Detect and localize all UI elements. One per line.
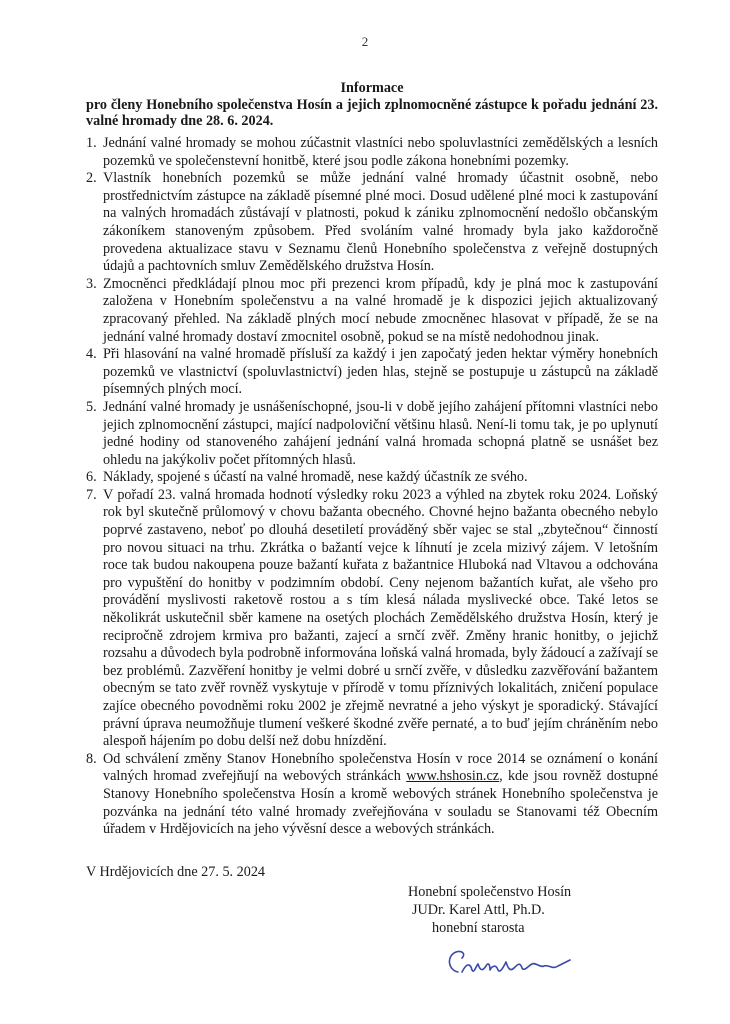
heading-subtitle: pro členy Honebního společenstva Hosín a jejich zplnomocněné zástupce k pořadu jednání 23. valné hromady dne 28. 6. 2024. <box>86 96 658 129</box>
list-item-number: 5. <box>86 398 97 415</box>
list-item <box>86 135 658 170</box>
list-item <box>86 346 658 399</box>
list-item <box>86 469 658 487</box>
list-item <box>86 170 658 276</box>
list-item <box>86 487 658 751</box>
list-item <box>86 276 658 346</box>
list-item-text: Jednání valné hromady je usnášeníschopné, jsou-li v době jejího zahájení přítomni vlastníci nebo jejich zplnomocnění zástupci, mající nadpoloviční většinu hlasů. Není-li tomu tak, je po uplynutí jedné hodiny od stanoveného zahájení jednání valná hromada schopná platně se usnášet bez ohledu na jakýkoliv počet přítomných hlasů. <box>103 398 658 468</box>
list-item-number: 1. <box>86 135 97 151</box>
signature-role: honební starosta <box>432 920 525 936</box>
list-item-text: Při hlasování na valné hromadě přísluší za každý i jen započatý jeden hektar výměry honebních pozemků ve vlastnictví (spoluvlastnictví) jeden hlas, stejně se postupuje u zástupců na základě písemných plných mocí. <box>103 346 658 398</box>
handwritten-signature <box>440 942 580 984</box>
list-item-text: Zmocněnci předkládají plnou moc při prezenci krom případů, kdy je plná moc k zastupování založena v Honebním společenstvu a na valné hromadě je k dispozici jejich aktualizovaný zpracovaný přehled. Na základě plných mocí nebude zmocněnec hlasovat v případě, že se na jednání valné hromady dostaví zmocnitel osobně, pokud se na místě nedohodnou jinak. <box>103 275 658 345</box>
list-item <box>86 751 658 839</box>
list-item-number: 7. <box>86 486 97 503</box>
signature-organization: Honební společenstvo Hosín <box>408 884 572 900</box>
document-heading <box>86 80 658 130</box>
list-item-text-after-link: , kde jsou rovněž dostupné Stanovy Honebního společenstva Hosín a kromě webových stránek Honebního společenstva je pozvánka na jednání této valné hromady zveřejňována v souladu se Stanovami též Obecním úřadem v Hrdějovicích na jeho vývěsní desce a webových stránkách. <box>103 768 659 838</box>
list-item-text: V pořadí 23. valná hromada hodnotí výsledky roku 2023 a výhled na zbytek roku 2024. Loňský rok byl skutečně průlomový v chovu bažanta obecného. Chovné hejno bažanta obecného nebylo poprvé zastaveno, neboť po dlouhá desetiletí prováděný sběr vajec se stal „zbytečnou“ činností pro novou situaci na trhu. Zkrátka o bažantí vejce k líhnutí je zcela mizivý zájem. V letošním roce tak budou nakoupena pouze bažantí kuřata z bažantnice Hluboká nad Vltavou a odchována pro vypuštění do honitby v podzimním období. Ceny nejenom bažantích kuřat, ale všeho pro provádění myslivosti raketově rostou a s tím klesá nálada myslivecké obce. Také letos se několikrát uskutečnil sběr kamene na osetých plochách Zemědělského družstva Hosín, který je recipročně zdrojem krmiva pro bažanti, zajecí a srnčí zvěř. Změny hranic honitby, o jejichž rozsahu a důvodech byla podrobně informována loňská valná hromada, byly žádoucí a zažívají se bez problémů. Zazvěření honitby je velmi dobré u srnčí zvěře, v důsledku zazvěřování bažantem obecným se tato zvěř rovněž vyskytuje v přírodě v tomu příznivých lokalitách, zničení populace zajíce obecného povodněmi roku 2002 je zřejmě nevratné a jeho výskyt je sporadický. Stávající právní úprava neumožňuje tlumení veškeré škodné zvěře pernaté, a to buď jejím chráněním nebo alespoň hájením po dobu delší než dobu hnízdění. <box>103 486 658 750</box>
numbered-list <box>86 135 658 839</box>
list-item-number: 2. <box>86 170 97 187</box>
list-item-text: Náklady, spojené s účastí na valné hromadě, nese každý účastník ze svého. <box>103 469 528 486</box>
signature-name: JUDr. Karel Attl, Ph.D. <box>412 902 545 918</box>
website-link[interactable]: www.hshosin.cz <box>406 768 500 785</box>
list-item-number: 4. <box>86 346 97 363</box>
heading-title: Informace <box>340 80 404 96</box>
list-item-text: Vlastník honebních pozemků se může jednání valné hromady účastnit osobně, nebo prostřednictvím zástupce na základě písemné plné moci. Dosud udělené plné moci k zastupování na valných hromadách zůstávají v platnosti, pokud k zániku zplnomocnění nedošlo občanským zákoníkem stanoveným způsobem. Před svoláním valné hromady byla jako každoročně provedena aktualizace stavu v Seznamu členů Honebního společenstva z veřejně dostupných údajů a pachtovních smluv Zemědělského družstva Hosín. <box>103 170 658 275</box>
page-number: 2 <box>361 34 369 49</box>
place-and-date: V Hrdějovicích dne 27. 5. 2024 <box>86 864 266 880</box>
list-item-text-before-link: Od schválení změny Stanov Honebního společenstva Hosín v roce 2014 se oznámení o konání valných hromad zveřejňují na webových stránkách <box>103 750 658 785</box>
list-item-text: Jednání valné hromady se mohou zúčastnit vlastníci nebo spoluvlastníci zemědělských a lesních pozemků ve společenstevní honitbě, které jsou podle zákona honebními pozemky. <box>103 135 658 169</box>
list-item-number: 6. <box>86 469 97 486</box>
list-item-number: 3. <box>86 275 97 292</box>
signature-block <box>408 883 571 937</box>
list-item-number: 8. <box>86 750 97 767</box>
list-item <box>86 399 658 469</box>
